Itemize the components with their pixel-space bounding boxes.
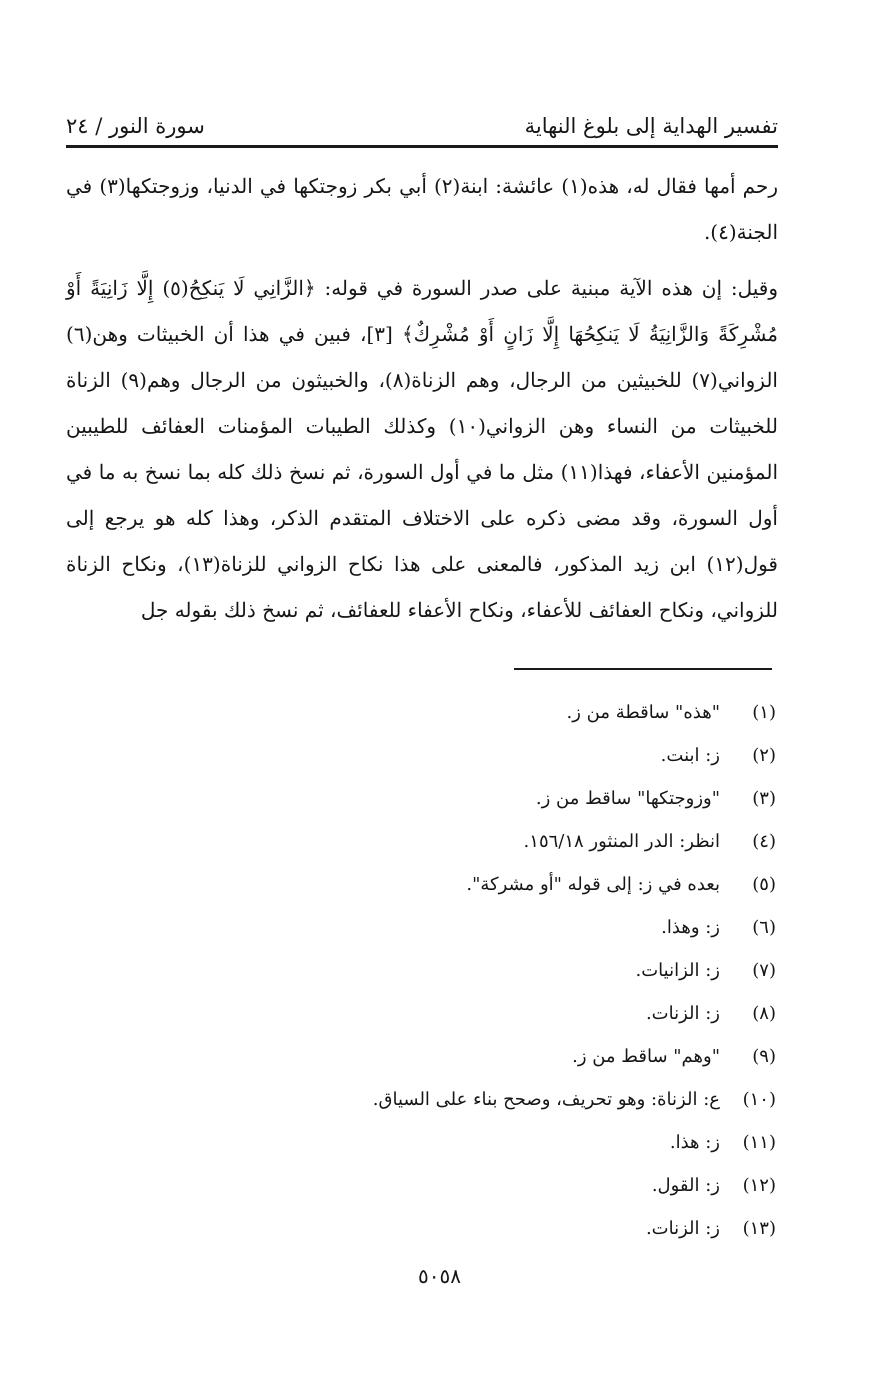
footnotes-list <box>66 691 776 1250</box>
footnote-number: (١٣) <box>742 1218 776 1239</box>
footnote-item <box>66 906 776 949</box>
running-header <box>66 98 778 138</box>
footnote-text: ز: الزنات. <box>645 1003 720 1024</box>
main-text <box>66 163 778 633</box>
footnote-divider <box>514 668 772 670</box>
footnote-number: (٨) <box>752 1003 776 1024</box>
footnote-text: "وزوجتكها" ساقط من ز. <box>535 788 720 809</box>
footnote-text: ز: الزنات. <box>645 1218 720 1239</box>
page-number: ٥٠٥٨ <box>418 1264 461 1288</box>
footnote-text: ع: الزناة: وهو تحريف، وصحح بناء على السياق. <box>372 1089 720 1110</box>
footnote-number: (١١) <box>742 1132 776 1153</box>
footnote-text: انظر: الدر المنثور ١٥٦/١٨. <box>523 831 720 852</box>
footnote-number: (٤) <box>752 831 776 852</box>
footnote-number: (٢) <box>752 745 776 766</box>
footnote-text: بعده في ز: إلى قوله "أو مشركة". <box>466 874 720 895</box>
footnote-item <box>66 1121 776 1164</box>
footnote-item <box>66 820 776 863</box>
footnote-text: "وهم" ساقط من ز. <box>572 1046 720 1067</box>
footnote-item <box>66 863 776 906</box>
footnote-item <box>66 949 776 992</box>
footnote-number: (٦) <box>752 917 776 938</box>
footnote-number: (١) <box>752 702 776 723</box>
footnote-number: (٧) <box>752 960 776 981</box>
footnote-item <box>66 1078 776 1121</box>
footnote-number: (١٠) <box>742 1089 776 1110</box>
footnote-number: (٥) <box>752 874 776 895</box>
footnote-item <box>66 734 776 777</box>
paragraph: رحم أمها فقال له، هذه(١) عائشة: ابنة(٢) أبي بكر زوجتكها في الدنيا، وزوجتكها(٣) في الجنة(٤). <box>66 174 779 244</box>
footnote-item <box>66 992 776 1035</box>
surah-label: سورة النور / ٢٤ <box>66 114 205 138</box>
footnote-item <box>66 1164 776 1207</box>
book-title: تفسير الهداية إلى بلوغ النهاية <box>524 114 778 138</box>
footnote-number: (١٢) <box>742 1175 776 1196</box>
footnote-number: (٣) <box>752 788 776 809</box>
footnote-text: ز: ابنت. <box>660 745 720 766</box>
footnote-text: ز: القول. <box>651 1175 720 1196</box>
footnote-item <box>66 777 776 820</box>
footnote-item <box>66 1035 776 1078</box>
footnote-text: ز: الزانيات. <box>635 960 720 981</box>
footnote-text: "هذه" ساقطة من ز. <box>566 702 720 723</box>
footnote-number: (٩) <box>752 1046 776 1067</box>
paragraph: وقيل: إن هذه الآية مبنية على صدر السورة في قوله: ﴿الزَّانِي لَا يَنكِحُ(٥) إِلَّا زَانِيَةً أَوْ مُشْرِكَةً وَالزَّانِيَةُ لَا يَنكِحُهَا إِلَّا زَانٍ أَوْ مُشْرِكٌ﴾ [٣]، فبين في هذا أن الخبيثات وهن(٦) الزواني(٧) للخبيثين من الرجال، وهم الزناة(٨)، والخبيثون من الرجال وهم(٩) الزناة للخبيثات من النساء وهن الزواني(١٠) وكذلك الطيبات المؤمنات العفائف للطيبين المؤمنين الأعفاء، فهذا(١١) مثل ما في أول السورة، ثم نسخ ذلك كله بما نسخ به ما في أول السورة، وقد مضى ذكره على الاختلاف المتقدم الذكر، وهذا كله هو يرجع إلى قول(١٢) ابن زيد المذكور، فالمعنى على هذا نكاح الزواني للزناة(١٣)، ونكاح الزناة للزواني، ونكاح العفائف للأعفاء، ونكاح الأعفاء للعفائف، ثم نسخ ذلك بقوله جل <box>66 276 779 622</box>
footnote-item <box>66 691 776 734</box>
header-divider <box>66 145 778 148</box>
footnote-text: ز: هذا. <box>669 1132 720 1153</box>
footnote-item <box>66 1207 776 1250</box>
footnote-text: ز: وهذا. <box>661 917 720 938</box>
